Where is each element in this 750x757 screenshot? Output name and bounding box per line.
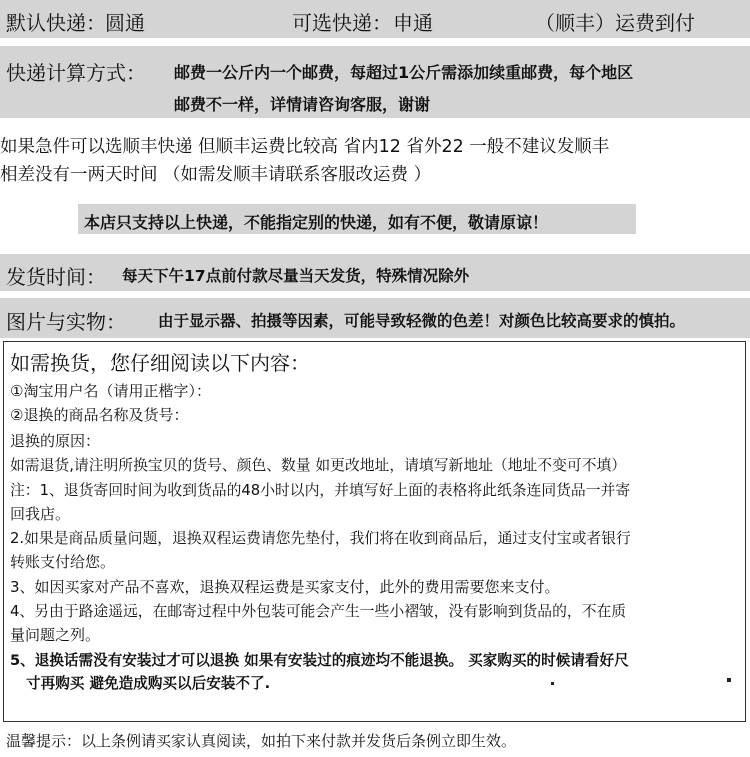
photo-label: 图片与实物： xyxy=(6,310,126,334)
stray-mark xyxy=(727,678,731,682)
stray-mark xyxy=(551,682,554,685)
tip-text: 温馨提示：以上条例请买家认真阅读，如拍下来付款并发货后条例立即生效。 xyxy=(6,732,517,750)
optional-courier-value: 申通 xyxy=(393,11,433,35)
returns-line: 退换的原因： xyxy=(10,432,101,450)
fee-calculation-band xyxy=(0,46,750,118)
ship-time-label: 发货时间： xyxy=(6,265,106,289)
optional-courier-label: 可选快递： xyxy=(292,11,392,35)
returns-line: 3、如因买家对产品不喜欢，退换双程运费是买家支付，此外的费用需要您来支付。 xyxy=(10,578,560,596)
returns-line: 如需退货,请注明所换宝贝的货号、颜色、数量 如更改地址，请填写新地址（地址不变可不填） xyxy=(10,457,627,474)
urgent-shipping-line-1: 如果急件可以选顺丰快递 但顺丰运费比较高 省内12 省外22 一般不建议发顺丰 xyxy=(0,137,610,157)
photo-text: 由于显示器、拍摄等因素，可能导致轻微的色差！对颜色比较高要求的慎拍。 xyxy=(158,312,686,330)
shipping-options-band xyxy=(0,0,750,38)
default-courier-value: 圆通 xyxy=(105,11,145,35)
courier-notice-bar xyxy=(78,204,636,234)
returns-line: 注：1、退货寄回时间为收到货品的48小时以内，并填写好上面的表格将此纸条连同货品一并寄 xyxy=(10,482,631,499)
photo-disclaimer-band xyxy=(0,298,750,338)
returns-line: ①淘宝用户名（请用正楷字）： xyxy=(10,382,211,400)
ship-time-text: 每天下午17点前付款尽量当天发货，特殊情况除外 xyxy=(122,267,470,285)
returns-line: 5、退换话需没有安装过才可以退换 如果有安装过的痕迹均不能退换。 买家购买的时候请看好尺 xyxy=(10,652,629,669)
default-courier-label: 默认快递： xyxy=(6,11,106,35)
fee-calc-label: 快递计算方式： xyxy=(6,61,146,85)
returns-instructions-box xyxy=(3,341,746,722)
returns-line: 回我店。 xyxy=(10,505,71,523)
returns-line: 转账支付给您。 xyxy=(10,553,116,571)
fee-calc-line-1: 邮费一公斤内一个邮费，每超过1公斤需添加续重邮费，每个地区 xyxy=(174,63,634,82)
returns-line: 量问题之列。 xyxy=(10,626,101,644)
courier-notice-text: 本店只支持以上快递，不能指定别的快递，如有不便，敬请原谅！ xyxy=(84,213,549,232)
ship-time-band xyxy=(0,254,750,291)
returns-line: ②退换的商品名称及货号： xyxy=(10,406,189,424)
urgent-shipping-line-2: 相差没有一两天时间 （如需发顺丰请联系客服改运费 ） xyxy=(0,165,432,185)
fee-calc-line-2: 邮费不一样，详情请咨询客服，谢谢 xyxy=(174,95,431,114)
returns-line: 2.如果是商品质量问题，退换双程运费请您先垫付，我们将在收到商品后，通过支付宝或者银行 xyxy=(10,530,631,547)
returns-line: 寸再购买 避免造成购买以后安装不了. xyxy=(26,675,271,692)
returns-title: 如需换货，您仔细阅读以下内容： xyxy=(10,351,310,375)
sf-freight-note: （顺丰）运费到付 xyxy=(535,11,695,35)
returns-line: 4、另由于路途遥远，在邮寄过程中外包装可能会产生一些小褶皱，没有影响到货品的，不在质 xyxy=(10,603,627,620)
